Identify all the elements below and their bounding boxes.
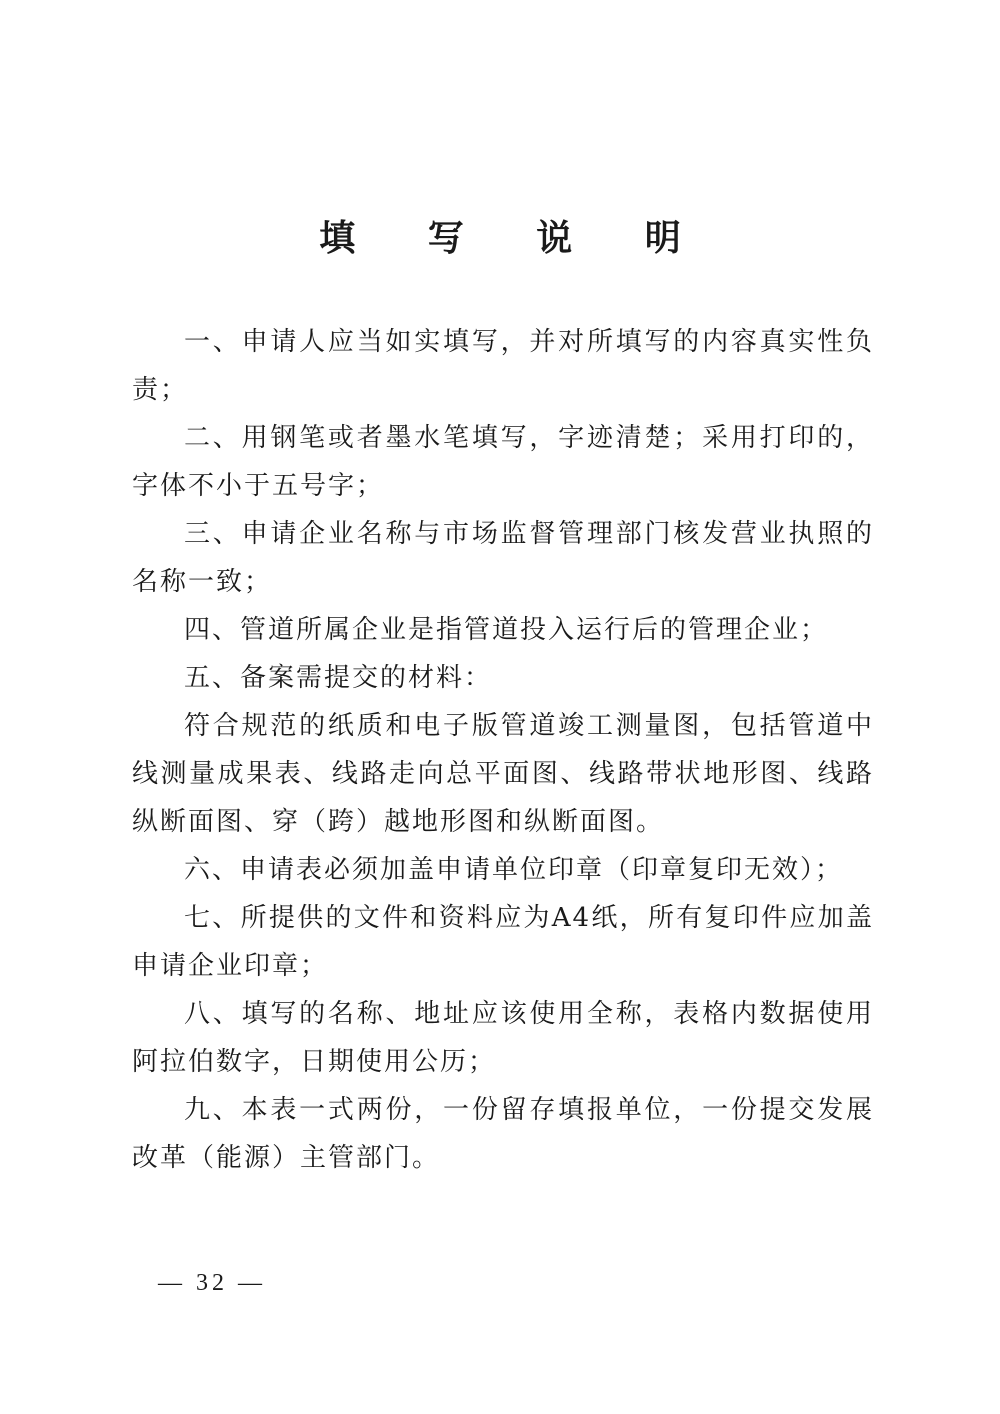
- instruction-item-5-detail: 符合规范的纸质和电子版管道竣工测量图，包括管道中线测量成果表、线路走向总平面图、线路带状地形图、线路纵断面图、穿（跨）越地形图和纵断面图。: [132, 711, 874, 837]
- instruction-item-5: 五、备案需提交的材料：: [184, 663, 493, 693]
- instruction-item-7: 七、所提供的文件和资料应为A4纸，所有复印件应加盖申请企业印章；: [132, 903, 874, 981]
- instructions-body: [132, 318, 874, 1182]
- page-title: 填 写 说 明: [319, 217, 711, 259]
- instruction-item-1: 一、申请人应当如实填写，并对所填写的内容真实性负责；: [132, 327, 874, 405]
- instruction-item-2: 二、用钢笔或者墨水笔填写，字迹清楚；采用打印的，字体不小于五号字；: [132, 423, 874, 501]
- instruction-item-8: 八、填写的名称、地址应该使用全称，表格内数据使用阿拉伯数字，日期使用公历；: [132, 999, 874, 1077]
- instruction-item-3: 三、申请企业名称与市场监督管理部门核发营业执照的名称一致；: [132, 519, 874, 597]
- instruction-item-4: 四、管道所属企业是指管道投入运行后的管理企业；: [184, 615, 829, 645]
- page-number: — 32 —: [158, 1270, 266, 1296]
- instruction-item-6: 六、申请表必须加盖申请单位印章（印章复印无效）；: [184, 855, 844, 885]
- instruction-item-9: 九、本表一式两份，一份留存填报单位，一份提交发展改革（能源）主管部门。: [132, 1095, 874, 1173]
